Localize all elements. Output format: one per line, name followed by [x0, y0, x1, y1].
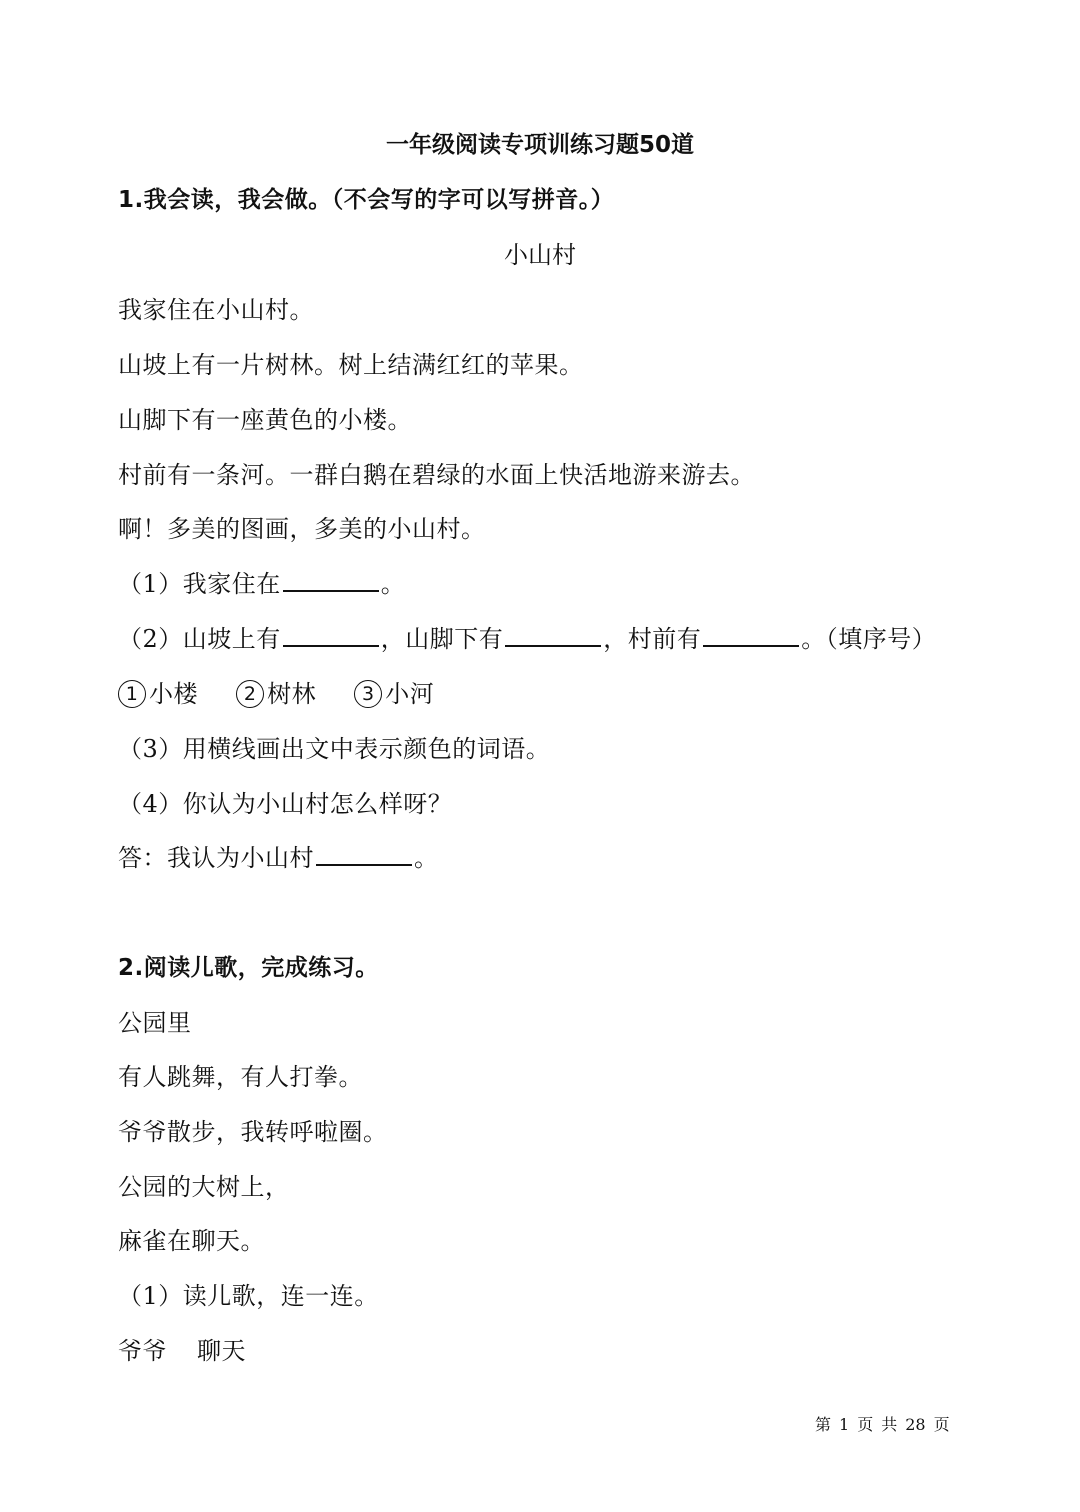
section2-question-1: （1）读儿歌，连一连。	[118, 1282, 379, 1310]
match-row	[118, 1334, 246, 1368]
option-item	[118, 680, 198, 708]
option-label: 小楼	[149, 680, 198, 708]
document-title: 一年级阅读专项训练习题50道	[385, 132, 694, 158]
question-1-suffix: 。	[380, 570, 406, 598]
question-3: （3）用横线画出文中表示颜色的词语。	[118, 735, 551, 763]
question-4: （4）你认为小山村怎么样呀？	[118, 790, 453, 818]
circled-number: 3	[354, 680, 382, 708]
page-footer	[815, 1414, 950, 1436]
passage-line: 山脚下有一座黄色的小楼。	[118, 406, 412, 434]
match-left: 爷爷	[118, 1337, 167, 1365]
match-right: 聊天	[197, 1337, 246, 1365]
footer-label: 页	[857, 1415, 874, 1434]
total-pages: 28	[905, 1415, 926, 1434]
poem-line: 公园里	[118, 1009, 192, 1037]
poem-line: 麻雀在聊天。	[118, 1227, 265, 1255]
option-label: 小河	[385, 680, 435, 708]
passage-line: 村前有一条河。一群白鹅在碧绿的水面上快活地游来游去。	[118, 461, 755, 489]
passage-line: 山坡上有一片树林。树上结满红红的苹果。	[118, 351, 584, 379]
section2-heading: 2.阅读儿歌，完成练习。	[118, 955, 379, 981]
option-item	[236, 680, 316, 708]
section1-heading: 1.我会读，我会做。（不会写的字可以写拼音。）	[118, 187, 615, 213]
question-2-suffix: 。（填序号）	[801, 625, 937, 653]
poem-line: 有人跳舞，有人打拳。	[118, 1063, 363, 1091]
question-2-mid1: ，山脚下有	[380, 625, 504, 653]
options-row	[118, 677, 464, 711]
answer-text: 答：我认为小山村	[118, 844, 314, 872]
question-1-text: （1）我家住在	[118, 570, 281, 598]
footer-label: 页	[933, 1415, 950, 1434]
passage-line: 我家住在小山村。	[118, 296, 314, 324]
answer-suffix: 。	[414, 844, 439, 872]
poem-line: 公园的大树上，	[118, 1173, 290, 1201]
answer-blank[interactable]	[703, 623, 799, 647]
footer-label: 第	[815, 1415, 832, 1434]
option-item	[354, 680, 434, 708]
passage-line: 啊！多美的图画，多美的小山村。	[118, 515, 486, 543]
option-label: 树林	[267, 680, 317, 708]
question-2-mid2: ，村前有	[603, 625, 702, 653]
circled-number: 2	[236, 680, 264, 708]
passage-title: 小山村	[504, 241, 576, 269]
answer-blank[interactable]	[316, 842, 412, 866]
answer-blank[interactable]	[283, 568, 379, 592]
question-2	[118, 622, 936, 656]
answer-blank[interactable]	[505, 623, 601, 647]
poem-line: 爷爷散步，我转呼啦圈。	[118, 1118, 388, 1146]
answer-line	[118, 841, 439, 875]
page-number: 1	[839, 1415, 850, 1434]
question-2-text: （2）山坡上有	[118, 625, 281, 653]
footer-label: 共	[881, 1415, 898, 1434]
answer-blank[interactable]	[283, 623, 379, 647]
circled-number: 1	[118, 680, 146, 708]
question-1	[118, 567, 405, 601]
